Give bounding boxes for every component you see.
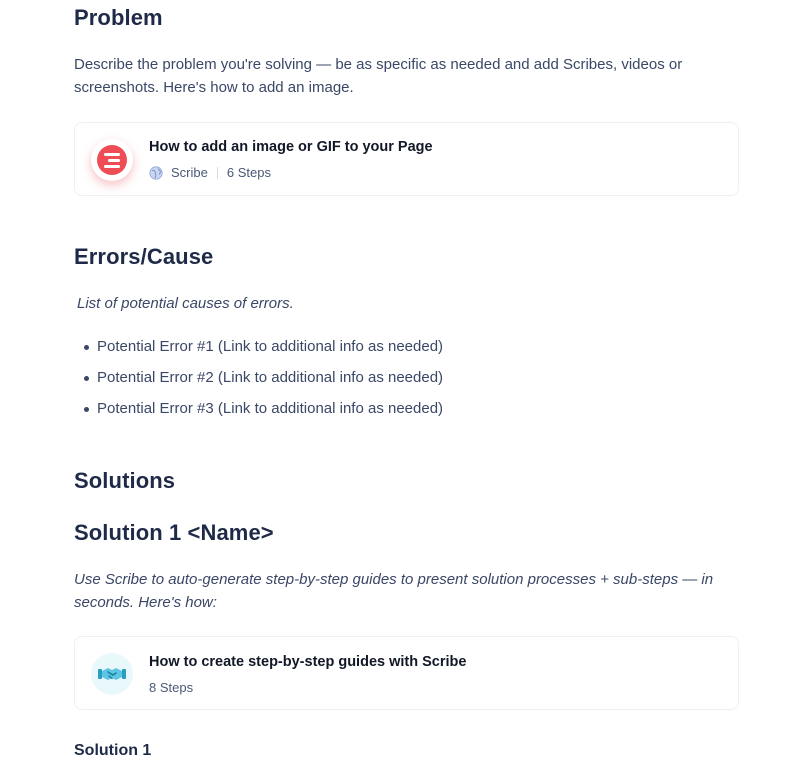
scribe-card-meta: [149, 680, 193, 695]
meta-divider: [217, 167, 218, 179]
scribe-card-steps: 8 Steps: [149, 680, 194, 695]
handshake-icon: [91, 653, 133, 695]
solutions-heading: Solutions: [74, 468, 176, 493]
error-list-item: Potential Error #2 (Link to additional info as needed): [82, 366, 443, 397]
solution-description: Use Scribe to auto-generate step-by-step guides to present solution processes + sub-steps — in seconds. Here's how:: [74, 571, 714, 611]
errors-heading: Errors/Cause: [74, 244, 214, 269]
scribe-card-title[interactable]: How to create step-by-step guides with Scribe: [149, 654, 467, 670]
scribe-card-step-guides[interactable]: [74, 636, 739, 710]
problem-description: Describe the problem you're solving — be as specific as needed and add Scribes, videos or screenshots. Here's how to add an image.: [74, 56, 683, 96]
scribe-card-add-image[interactable]: [74, 122, 739, 196]
handshake-svg: [97, 663, 127, 685]
errors-intro: List of potential causes of errors.: [77, 295, 294, 312]
error-list-item: Potential Error #3 (Link to additional info as needed): [82, 397, 443, 428]
error-list-item: Potential Error #1 (Link to additional info as needed): [82, 335, 443, 366]
solution-1-subheading: Solution 1: [74, 742, 152, 759]
errors-list: [82, 335, 443, 428]
scribe-card-source: Scribe: [171, 165, 208, 180]
scribe-card-title[interactable]: How to add an image or GIF to your Page: [149, 139, 433, 155]
scribe-logo-icon: [91, 139, 133, 181]
globe-icon: [149, 166, 163, 180]
solution-1-name-heading: Solution 1 <Name>: [74, 520, 274, 545]
scribe-card-meta: [149, 165, 271, 180]
scribe-card-steps: 6 Steps: [226, 165, 271, 180]
problem-heading: Problem: [74, 5, 163, 30]
